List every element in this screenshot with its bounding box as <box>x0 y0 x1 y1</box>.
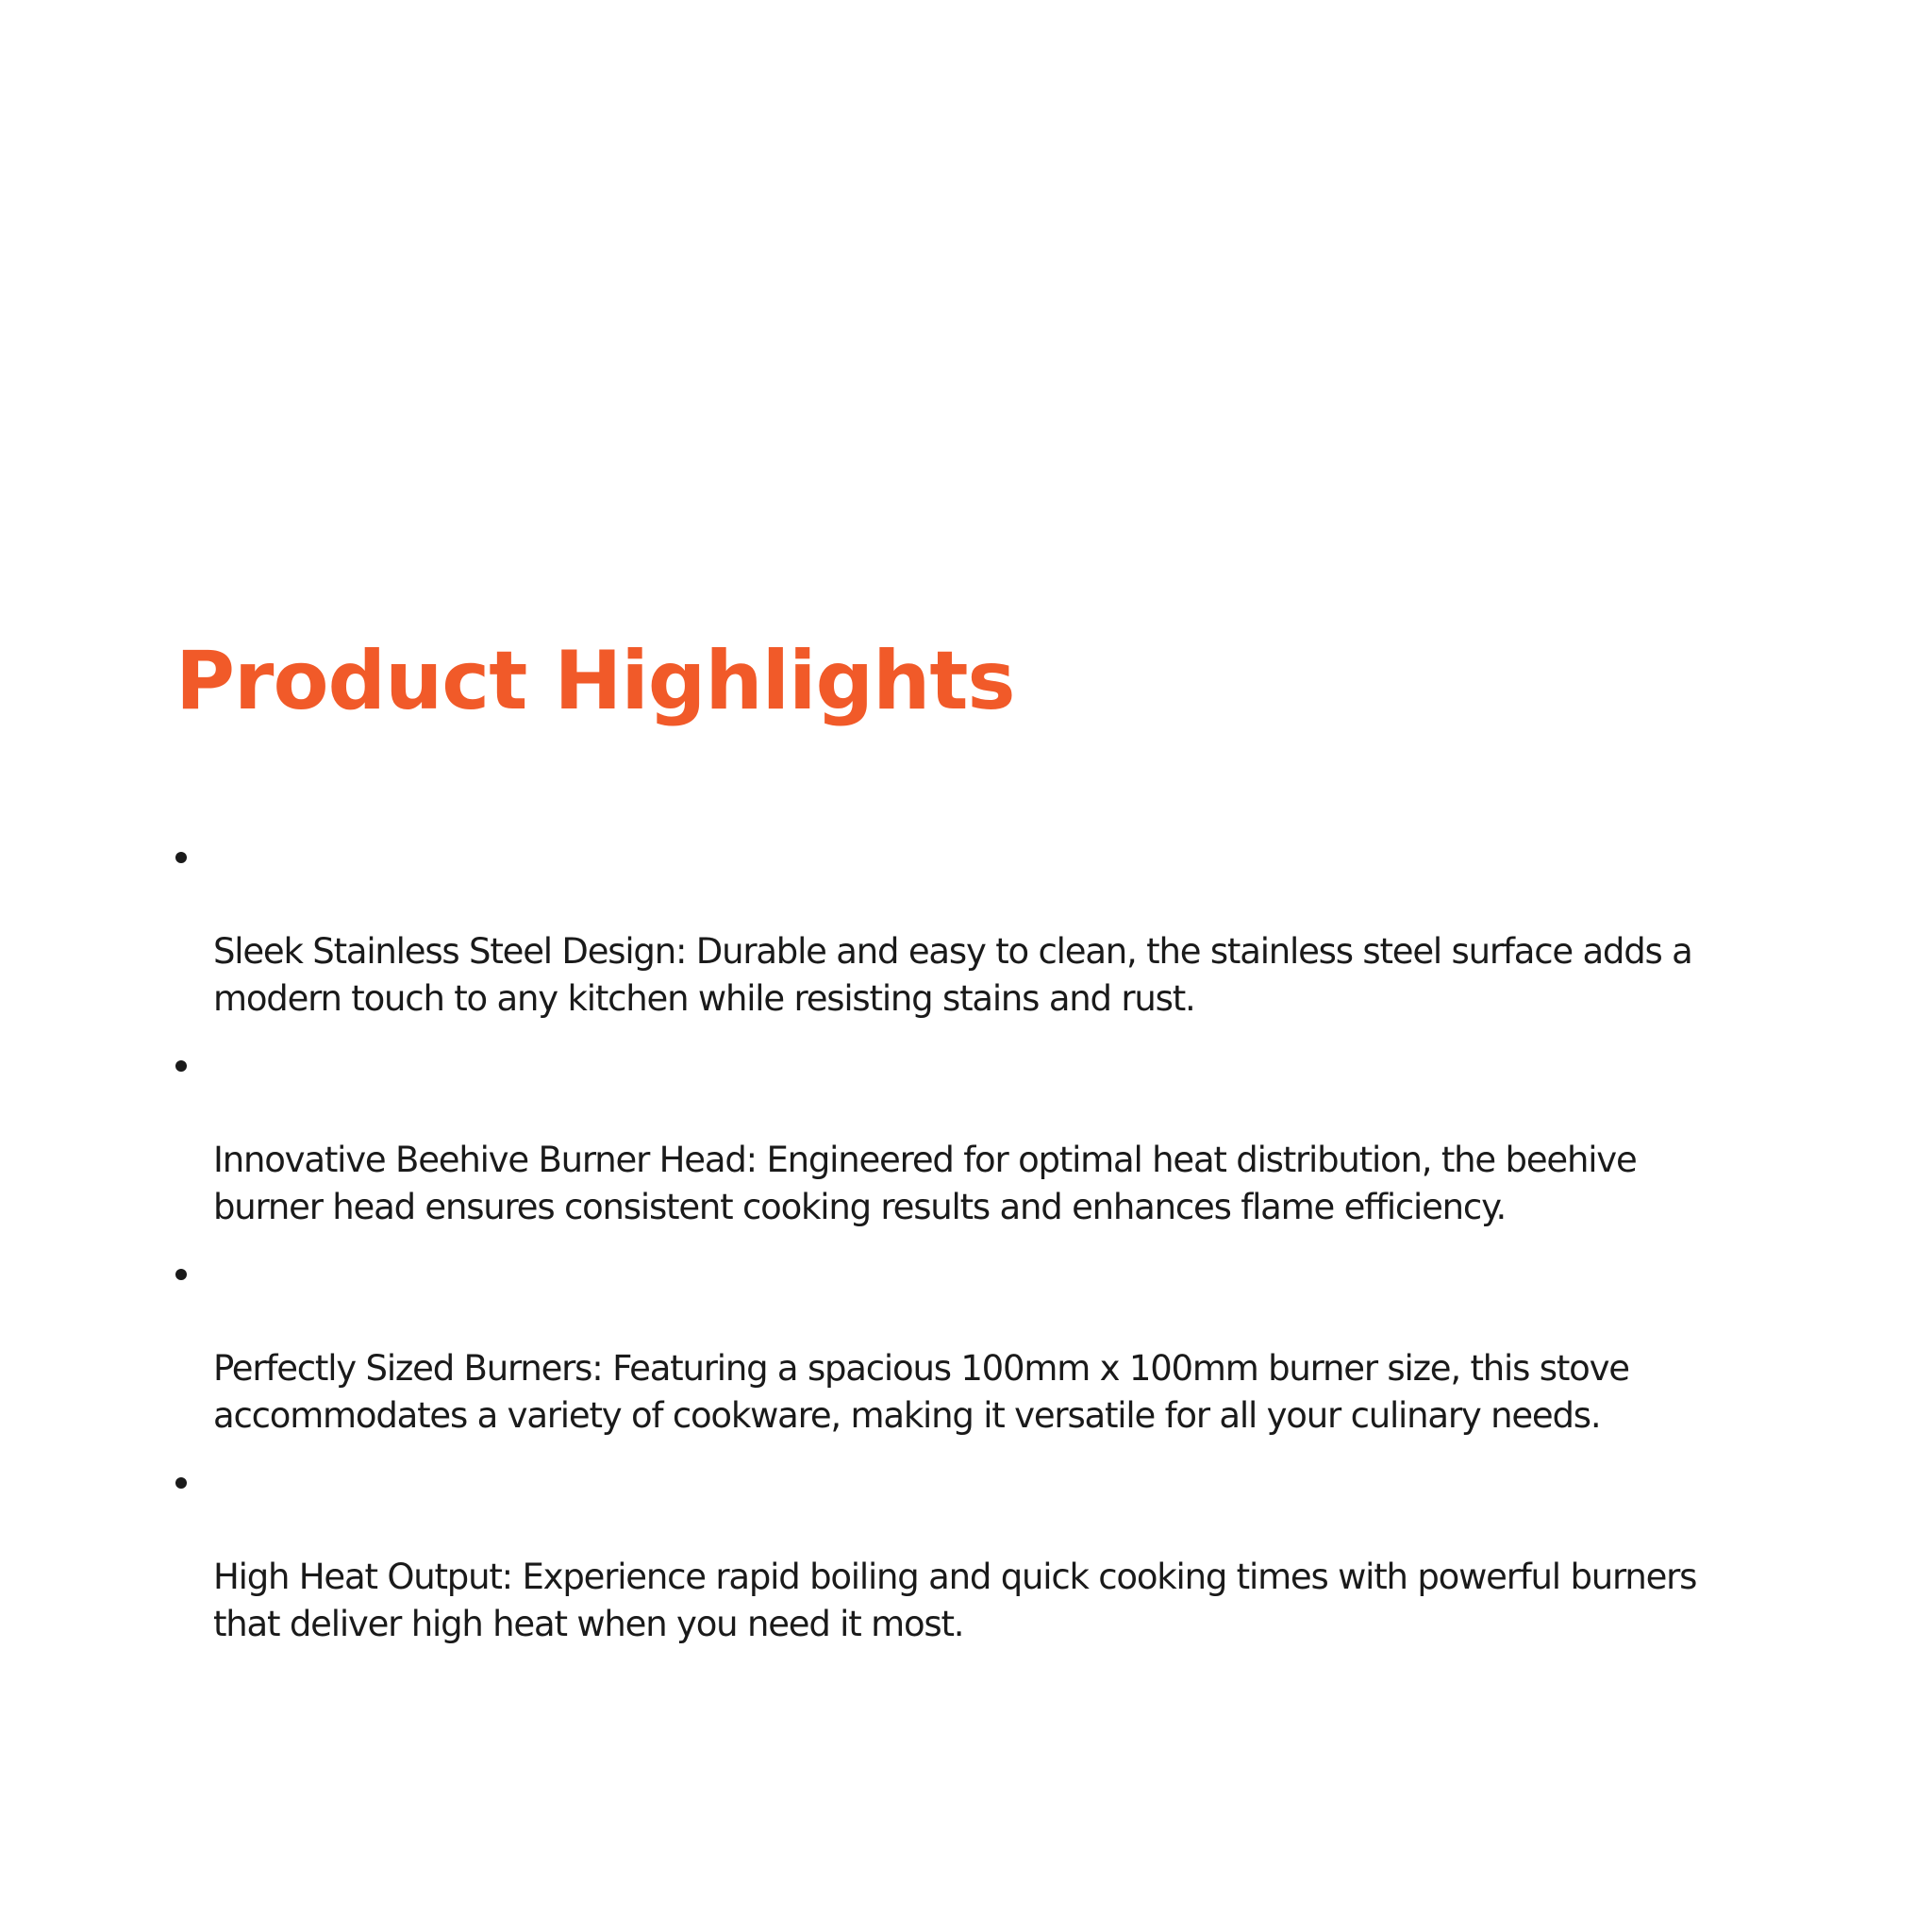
bullet-icon <box>175 1477 187 1489</box>
highlight-text: High Heat Output: Experience rapid boiling and quick cooking times with powerful burners that deliver high heat when you need it most. <box>213 1557 1697 1644</box>
list-item <box>175 1459 1798 1648</box>
highlight-text: Perfectly Sized Burners: Featuring a spacious 100mm x 100mm burner size, this stove accommodates a variety of cookware, making it versatile for all your culinary needs. <box>213 1348 1629 1436</box>
list-item <box>175 1251 1798 1440</box>
highlight-text: Innovative Beehive Burner Head: Engineered for optimal heat distribution, the beehive burner head ensures consistent cooking results and enhances flame efficiency. <box>213 1140 1637 1227</box>
bullet-icon <box>175 852 187 863</box>
page-title: Product Highlights <box>175 634 1015 728</box>
list-item <box>175 834 1798 1023</box>
bullet-icon <box>175 1060 187 1072</box>
product-highlights-section <box>175 634 1798 1668</box>
highlight-text: Sleek Stainless Steel Design: Durable and easy to clean, the stainless steel surface adds a modern touch to any kitchen while resisting stains and rust. <box>213 931 1692 1019</box>
highlights-list <box>175 834 1798 1648</box>
list-item <box>175 1042 1798 1231</box>
bullet-icon <box>175 1269 187 1280</box>
